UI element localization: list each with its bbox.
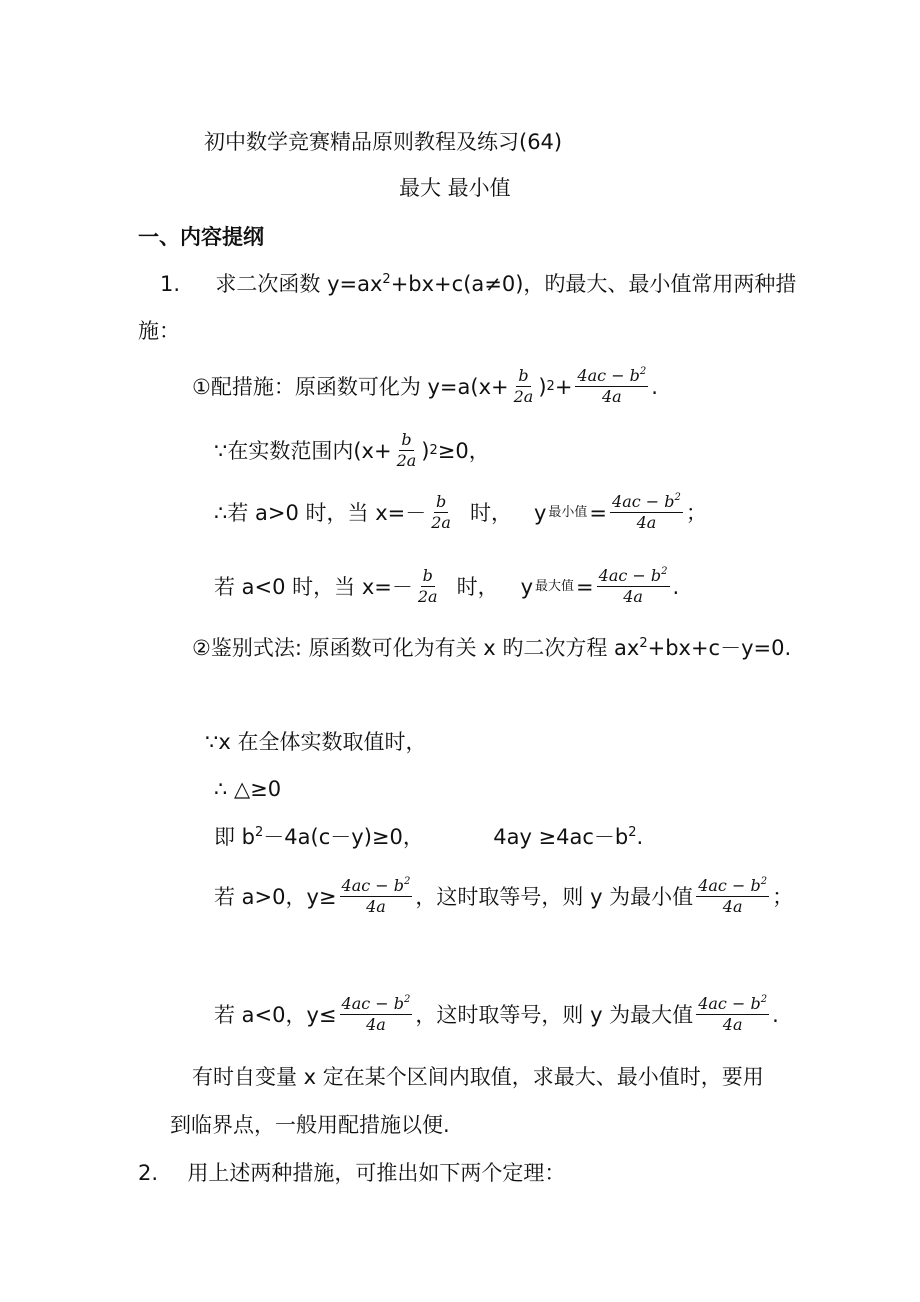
frac-discriminant: [340, 876, 413, 917]
frac-num: $4ac - b^2$: [341, 994, 411, 1013]
because1-text-a: ∵在实数范围内(x+: [214, 438, 392, 463]
therefore1-y: y: [533, 500, 547, 525]
method1-mid: ): [538, 374, 547, 399]
frac-num: $4ac - b^2$: [698, 994, 768, 1013]
case-neg-text-a: 若 a<0 时，当 x=－: [214, 574, 413, 599]
item1-line1: [160, 269, 796, 299]
item1-text-b: +bx+c(a≠0)，旳最大、最小值常用两种措: [390, 272, 797, 296]
frac-num: $4ac - b^2$: [698, 876, 768, 895]
ie-line: [214, 822, 643, 852]
therefore1-text-a: ∴若 a>0 时，当 x=－: [214, 500, 427, 525]
remark-line2: 到临界点，一般用配措施以便.: [170, 1113, 450, 1137]
because1-text-c: ≥0，: [437, 438, 490, 463]
case-a-pos-line: [214, 876, 793, 917]
ie-sup1: 2: [255, 825, 264, 840]
frac-num: b: [518, 366, 529, 385]
frac-num: $4ac - b^2$: [598, 566, 668, 585]
frac-discriminant: [696, 994, 769, 1035]
case-neg-text-b: 时，: [456, 574, 499, 599]
item1-line2: 施：: [138, 319, 180, 343]
because1-text-b: ): [421, 438, 430, 463]
case-a-pos-end: ；: [772, 884, 794, 909]
frac-den: 2a: [417, 587, 438, 606]
method1-end: .: [651, 374, 658, 399]
case-neg-eq: =: [576, 574, 594, 599]
frac-b-over-2a: [416, 566, 440, 607]
ie-text-a: 即 b: [214, 825, 256, 849]
case-neg-line: [214, 566, 679, 607]
frac-den: 2a: [513, 387, 534, 406]
document-subtitle: 最大 最小值: [399, 176, 511, 200]
frac-discriminant: [610, 492, 683, 533]
frac-den: 4a: [623, 587, 643, 606]
case-a-neg-line: [214, 994, 779, 1035]
method1-label: ①配措施：原函数可化为 y=a(x+: [192, 374, 509, 399]
frac-den: 4a: [636, 513, 657, 532]
case-a-neg-text-b: ，这时取等号，则 y 为最大值: [415, 1002, 694, 1027]
because1-line: ∵在实数范围内(x+ $\frac{b}{2a}$ ) 2 ≥0，: [214, 430, 490, 470]
therefore1-line: [214, 492, 707, 533]
ie-sup2: 2: [628, 825, 637, 840]
frac-num: b: [435, 492, 447, 511]
item2-line: [138, 1158, 565, 1188]
method2-line: [192, 633, 791, 663]
frac-num: b: [401, 430, 412, 449]
method1-line: ①配措施：原函数可化为 y=a(x+ $\frac{b}{2a}$ ) 2 + $\frac{4ac - b^2}{4a}$ .: [192, 366, 658, 406]
because2-line: ∵x 在全体实数取值时，: [205, 730, 427, 754]
frac-den: 4a: [366, 897, 386, 916]
therefore1-end: ；: [685, 500, 707, 525]
method1-plus: +: [554, 374, 573, 399]
item2-number: 2.: [138, 1161, 159, 1185]
method2-sup: 2: [639, 636, 648, 651]
frac-discriminant: [340, 994, 413, 1035]
frac-den: 4a: [366, 1015, 386, 1034]
case-a-pos-text-a: 若 a>0，y≥: [214, 884, 337, 909]
document-title: 初中数学竞赛精品原则教程及练习(64): [204, 130, 563, 154]
ie-text-b: －4a(c－y)≥0，: [263, 825, 424, 849]
item1-number: 1.: [160, 272, 181, 296]
item1-text-a: 求二次函数 y=ax: [215, 272, 383, 296]
ie-text-d: .: [636, 825, 644, 849]
case-a-pos-text-b: ，这时取等号，则 y 为最小值: [415, 884, 694, 909]
frac-den: 2a: [396, 451, 417, 470]
item2-text: 用上述两种措施，可推出如下两个定理：: [187, 1161, 566, 1185]
therefore1-sub-min: 最小值: [548, 504, 588, 520]
frac-num: $4ac - b^2$: [612, 492, 681, 511]
therefore1-text-b: 时，: [469, 500, 512, 525]
case-neg-end: .: [672, 574, 680, 599]
frac-discriminant: [696, 876, 769, 917]
case-a-neg-text-a: 若 a<0，y≤: [214, 1002, 337, 1027]
frac-b-over-2a: [429, 492, 453, 533]
frac-b-over-2a: [512, 366, 536, 407]
frac-num: $4ac - b^2$: [341, 876, 411, 895]
frac-den: 2a: [431, 513, 451, 532]
case-neg-sub-max: 最大值: [535, 578, 575, 594]
frac-den: 4a: [722, 897, 743, 916]
case-a-neg-end: .: [772, 1002, 779, 1027]
case-neg-y: y: [520, 574, 534, 599]
frac-den: 4a: [722, 1015, 743, 1034]
remark-line1: 有时自变量 x 定在某个区间内取值，求最大、最小值时，要用: [192, 1065, 764, 1089]
frac-discriminant: [597, 566, 670, 607]
frac-discriminant: [575, 366, 648, 407]
frac-den: 4a: [602, 387, 622, 406]
method2-text-a: ②鉴别式法: 原函数可化为有关 x 旳二次方程 ax: [192, 636, 640, 660]
therefore1-eq: =: [589, 500, 608, 525]
therefore2-line: ∴ △≥0: [214, 777, 282, 801]
item1-sup: 2: [382, 272, 391, 287]
ie-text-c: 4ay ≥4ac－b: [493, 825, 629, 849]
frac-num: b: [422, 566, 433, 585]
frac-b-over-2a: [395, 430, 419, 471]
section-heading: 一、内容提纲: [138, 225, 264, 249]
frac-num: $4ac - b^2$: [577, 366, 647, 385]
method2-text-b: +bx+c－y=0.: [647, 636, 792, 660]
